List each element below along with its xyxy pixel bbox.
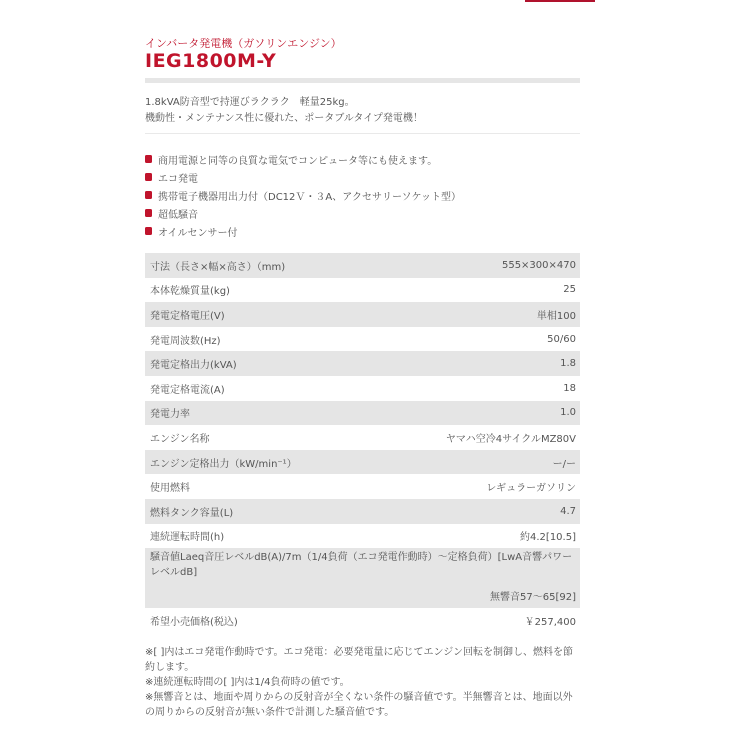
top-accent-line bbox=[525, 0, 595, 2]
spec-value: 25 bbox=[563, 284, 576, 296]
feature-text: 商用電源と同等の良質な電気でコンピュータ等にも使えます。 bbox=[158, 155, 438, 167]
spec-table bbox=[145, 253, 580, 633]
spec-row bbox=[145, 376, 580, 401]
spec-row bbox=[145, 351, 580, 376]
spec-value: 50/60 bbox=[547, 333, 576, 345]
spec-label: 連続運転時間(h) bbox=[150, 532, 225, 544]
spec-label: エンジン名称 bbox=[150, 433, 210, 445]
spec-row bbox=[145, 474, 580, 499]
spec-label: 希望小売価格(税込) bbox=[150, 616, 238, 628]
spec-value: 1.8 bbox=[560, 358, 576, 370]
feature-item bbox=[145, 186, 461, 204]
footnote: ※無響音とは、地面や周りからの反射音が全くない条件の騒音値です。半無響音とは、地面以外の周りからの反射音が無い条件で計測した騒音値です。 bbox=[145, 692, 573, 718]
spec-label: 発電力率 bbox=[150, 409, 190, 421]
feature-text: 超低騒音 bbox=[158, 209, 198, 221]
spec-value: 単相100 bbox=[536, 310, 576, 322]
spec-value: 555×300×470 bbox=[501, 259, 576, 271]
spec-row bbox=[145, 278, 580, 303]
spec-value: レギュラーガソリン bbox=[486, 483, 576, 495]
spec-label: 発電周波数(Hz) bbox=[150, 335, 221, 347]
spec-value: 約4.2[10.5] bbox=[520, 532, 576, 544]
feature-item bbox=[145, 204, 461, 222]
footnote: ※[ ]内はエコ発電作動時です。エコ発電：必要発電量に応じてエンジン回転を制御し、燃料を節約します。 bbox=[145, 647, 574, 673]
description-line: 機動性・メンテナンス性に優れた、ポータブルタイプ発電機！ bbox=[145, 113, 423, 124]
spec-row-noise bbox=[145, 548, 580, 608]
spec-value: ヤマハ空冷4サイクルMZ80V bbox=[445, 433, 576, 445]
spec-label: 発電定格出力(kVA) bbox=[150, 360, 237, 372]
footnotes bbox=[145, 645, 580, 720]
spec-value: 4.7 bbox=[560, 505, 576, 517]
spec-label: 燃料タンク容量(L) bbox=[150, 507, 234, 519]
product-model-title: IEG1800M-Y bbox=[145, 50, 277, 72]
spec-label: 騒音値Laeq音圧レベルdB(A)/7m（1/4負荷（エコ発電作動時）～定格負荷）[LwA音響パワーレベルdB] bbox=[150, 552, 573, 579]
spec-value: 18 bbox=[563, 382, 576, 394]
feature-text: オイルセンサー付 bbox=[158, 227, 238, 239]
spec-label: 寸法（長さ×幅×高さ）（mm) bbox=[150, 261, 286, 273]
product-description bbox=[145, 95, 423, 127]
spec-row bbox=[145, 450, 580, 475]
product-category: インバータ発電機（ガソリンエンジン） bbox=[145, 37, 342, 50]
title-divider-bar bbox=[145, 78, 580, 83]
spec-label: 発電定格電圧(V) bbox=[150, 310, 225, 322]
bullet-icon bbox=[145, 209, 152, 217]
spec-value: 1.0 bbox=[560, 407, 576, 419]
spec-label: 使用燃料 bbox=[150, 483, 190, 495]
bullet-icon bbox=[145, 155, 152, 163]
spec-row bbox=[145, 302, 580, 327]
feature-item bbox=[145, 168, 461, 186]
feature-item bbox=[145, 150, 461, 168]
spec-label: 本体乾燥質量(kg) bbox=[150, 286, 230, 298]
spec-row bbox=[145, 425, 580, 450]
spec-label: エンジン定格出力（kW/min⁻¹） bbox=[150, 458, 297, 470]
spec-row bbox=[145, 401, 580, 426]
feature-item bbox=[145, 222, 461, 240]
spec-row bbox=[145, 327, 580, 352]
spec-value: ー/ー bbox=[552, 458, 576, 470]
spec-row-price bbox=[145, 608, 580, 633]
footnote: ※連続運転時間の[ ]内は1/4負荷時の値です。 bbox=[145, 677, 350, 688]
bullet-icon bbox=[145, 227, 152, 235]
spec-label: 発電定格電流(A) bbox=[150, 384, 225, 396]
feature-list bbox=[145, 150, 461, 240]
feature-text: エコ発電 bbox=[158, 173, 198, 185]
description-line: 1.8kVA防音型で持運びラクラク 軽量25kg。 bbox=[145, 97, 355, 108]
spec-row bbox=[145, 253, 580, 278]
bullet-icon bbox=[145, 191, 152, 199]
spec-value: ￥257,400 bbox=[524, 616, 576, 628]
spec-value: 無響音57～65[92] bbox=[490, 592, 576, 604]
spec-row bbox=[145, 499, 580, 524]
section-divider bbox=[145, 133, 580, 134]
bullet-icon bbox=[145, 173, 152, 181]
feature-text: 携帯電子機器用出力付（DC12Ｖ・３A、アクセサリーソケット型） bbox=[158, 191, 461, 203]
spec-row bbox=[145, 524, 580, 549]
